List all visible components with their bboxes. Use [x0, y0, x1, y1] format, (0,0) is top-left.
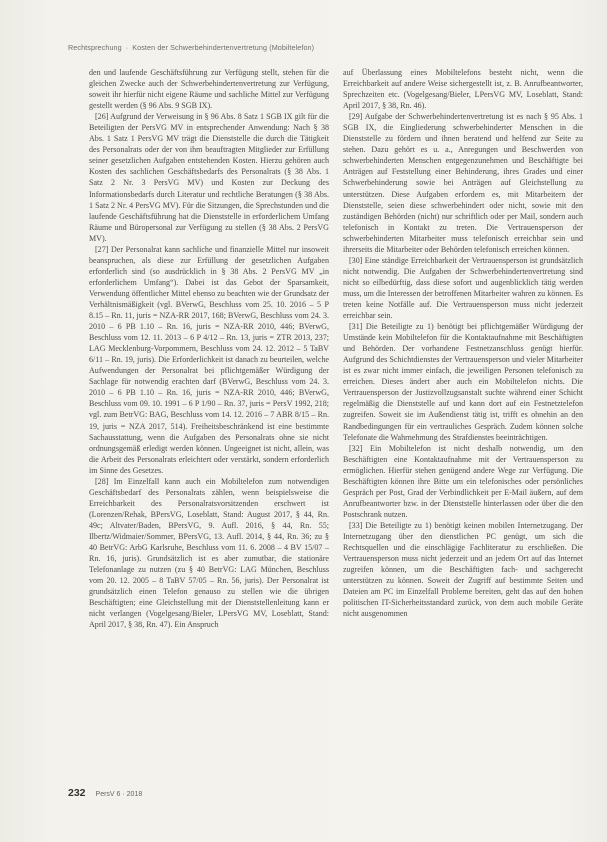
header-section: Rechtsprechung — [68, 43, 122, 52]
page-number: 232 — [68, 787, 86, 799]
paragraph: [28] Im Einzelfall kann auch ein Mobiltelefon zum notwendigen Geschäftsbedarf des Personalrats zählen, wenn beispielsweise die Erreichbarkeit des Personalratsvorsitzenden erschwert ist (Lorenzen/Rehak, BPersVG, Loseblatt, Stand: August 2017, § 44, Rn. 49c; Altvater/Baden, BPersVG, 9. Aufl. 2016, § 44, Rn. 55; Ilbertz/Widmaier/Sommer, BPersVG, 13. Aufl. 2014, § 44, Rn. 36; zu § 40 BetrVG: ArbG Karlsruhe, Beschluss vom 11. 6. 2008 – 4 BV 15/07 – Rn. 16, juris). Grundsätzlich ist es aber zumutbar, die stationäre Telefonanlage zu nutzen (zu § 40 BetrVG: LAG München, Beschluss vom 20. 12. 2005 – 8 TaBV 57/05 – Rn. 56, juris). Der Personalrat ist grundsätzlich einen Telefon genauso zu stellen wie die übrigen Beschäftigten; eine Gleichstellung mit der Dienststellenleitung kann er nicht verlangen (Vogelgesang/Bieler, LPersVG MV, Loseblatt, Stand: April 2017, § 38, Rn. 47). Ein Anspruch — [89, 476, 329, 630]
journal-reference: PersV 6 · 2018 — [95, 791, 143, 798]
paragraph: [29] Aufgabe der Schwerbehindertenvertretung ist es nach § 95 Abs. 1 SGB IX, die Eingliederung schwerbehinderter Menschen in die Dienststelle zu fördern und ihnen beratend und helfend zur Seite zu stehen. Dazu gehört es u. a., Anregungen und Beschwerden von schwerbehinderten Menschen entgegenzunehmen und Beschäftigte bei Anträgen auf Feststellung einer Behinderung, ihres Grades und einer Schwerbehinderung sowie bei Anträgen auf Gleichstellung zu unterstützen. Diese Aufgaben erfordern es, mit Mitarbeitern der Dienststelle, seien diese schwerbehindert oder nicht, sowie mit den zuständigen Behörden (nicht) nur schriftlich oder per Mail, sondern auch telefonisch in Kontakt zu treten. Die Vertrauensperson der schwerbehinderten Mitarbeiter muss telefonisch erreichbar sein und ihrerseits die Mitarbeiter oder Behörden telefonisch erreichen können. — [343, 112, 583, 254]
running-header — [68, 43, 314, 52]
page-footer — [68, 787, 142, 799]
paragraph: auf Überlassung eines Mobiltelefons besteht nicht, wenn die Erreichbarkeit auf andere Weise sichergestellt ist, z. B. Anrufbeantworter, Sprechzeiten etc. (Vogelgesang/Bieler, LPersVG MV, Loseblatt, Stand: April 2017, § 38, Rn. 46). — [343, 68, 583, 111]
paragraph: [27] Der Personalrat kann sachliche und finanzielle Mittel nur insoweit beanspruchen, als diese zur Erfüllung der gesetzlichen Aufgaben erforderlich sind (so ausdrücklich in § 38 Abs. 2 PersVG MV „in erforderlichem Umfang“). Dabei ist das Gebot der Sparsamkeit, Verwendung öffentlicher Mittel ebenso zu beachten wie der Grundsatz der Verhältnismäßigkeit (vgl. BVerwG, Beschluss vom 25. 10. 2016 – 5 P 8.15 – Rn. 11, juris = NZA-RR 2017, 168; BVerwG, Beschluss vom 24. 3. 2010 – 6 PB 1.10 – Rn. 16, juris = NZA-RR 2010, 446; BVerwG, Beschluss vom 12. 11. 2013 – 6 P 4/12 – Rn. 13, juris = ZTR 2013, 237; LAG Mecklenburg-Vorpommern, Beschluss vom 24. 12. 2012 – 5 TaBV 6/11 – Rn. 19, juris). Die Erforderlichkeit ist danach zu beurteilen, welche Aufwendungen der Personalrat bei pflichtgemäßer Würdigung der Sachlage für notwendig erachten darf (BVerwG, Beschluss vom 24. 3. 2010 – 6 PB 1.10 – Rn. 16, juris = NZA-RR 2010, 446; BVerwG, Beschluss vom 09. 10. 1991 – 6 P 1/90 – Rn. 37, juris = PersV 1992, 218; vgl. zum BetrVG: BAG, Beschluss vom 14. 12. 2016 – 7 ABR 8/15 – Rn. 19, juris = NZA 2017, 514). Freiheitsbeschränkend ist eine bestimmte Sachausstattung, wenn die Aufgaben des Personalrats ohne sie nicht ordnungsgemäß erledigt werden können. Ungeeignet ist nicht, allein, was die Arbeit des Personalrats erleichtert oder verstärkt, sondern erforderlich im Sinne des Gesetzes. — [89, 244, 329, 475]
paragraph: [30] Eine ständige Erreichbarkeit der Vertrauensperson ist grundsätzlich nicht notwendig. Die Aufgaben der Schwerbehindertenvertretung sind nicht so eilbedürftig, dass diese sofort und augenblicklich tätig werden muss, um die Interessen der betroffenen Mitarbeiter wahren zu können. Es treten keine Notfälle auf. Die Vertrauensperson muss nicht jederzeit erreichbar sein. — [343, 255, 583, 321]
left-column — [89, 67, 329, 777]
paragraph: [32] Ein Mobiltelefon ist nicht deshalb notwendig, um den Beschäftigten eine Kontaktaufnahme mit der Vertrauensperson zu ermöglichen. Hierfür stehen genügend andere Wege zur Verfügung. Die Beschäftigten können ihre Bitte um ein telefonisches oder persönliches Gespräch per Post, Grad der Verbindlichkeit per E-Mail äußern, auf dem Anrufbeantworter bzw. in der Dienststelle hinterlassen oder über die den Postschrank nutzen. — [343, 443, 583, 519]
header-separator: · — [125, 43, 129, 52]
right-column — [343, 67, 583, 777]
paragraph: [33] Die Beteiligte zu 1) benötigt keinen mobilen Internetzugang. Der Internetzugang über den dienstlichen PC genügt, um sich die Rechtsquellen und die einschlägige Fachliteratur zu erschließen. Die Vertrauensperson muss nicht jederzeit und an jedem Ort auf das Internet zugreifen können, um die Beschäftigten fach- und sachgerecht unterstützen zu können. Soweit der Zugriff auf bestimmte Seiten und Dateien am PC im Einzelfall Probleme bereiten, geht das auf den hohen politischen IT-Sicherheitsstandard zurück, von dem auch mobile Geräte nicht ausgenommen — [343, 520, 583, 619]
header-title: Kosten der Schwerbehindertenvertretung (Mobiltelefon) — [132, 43, 315, 52]
paragraph: [31] Die Beteiligte zu 1) benötigt bei pflichtgemäßer Würdigung der Umstände kein Mobiltelefon für die Kontaktaufnahme mit Beschäftigten und Behörden. Der vorhandene Festnetzanschluss genügt hierfür. Aufgrund des Schichtdienstes der Vertrauensperson und vieler Mitarbeiter ist es zwar nicht immer einfach, die jeweiligen Personen telefonisch zu erreichen. Dieses ändert aber auch ein Mobiltelefon nichts. Die Vertrauensperson der Justizvollzugsanstalt suchte während einer Schicht regelmäßig die Dienststelle auf und kann dort auf ein Festnetztelefon zugreifen. Soweit sie im Außendienst tätig ist, trifft es ohnehin an den Randbedingungen für ein vertrauliches Gespräch. Zudem können solche Telefonate die Wahrnehmung des Strafdienstes beeinträchtigen. — [343, 322, 583, 442]
paragraph: [26] Aufgrund der Verweisung in § 96 Abs. 8 Satz 1 SGB IX gilt für die Beteiligten der PersVG MV in entsprechender Anwendung: Nach § 38 Abs. 1 Satz 1 PersVG MV trägt die Dienststelle die durch die Tätigkeit des Personalrats oder der von ihm beauftragten Mitglieder zur Erfüllung seiner gesetzlichen Aufgaben entstehenden Kosten. Hierzu gehören auch Kosten des sachlichen Geschäftsbedarfs des Personalrats (§ 38 Abs. 1 Satz 2 Nr. 3 PersVG MV) und Kosten zur Deckung des Informationsbedarfs durch Literatur und rechtliche Beratungen (§ 38 Abs. 1 Satz 2 Nr. 4 PersVG MV). Für die Sitzungen, die Sprechstunden und die laufende Geschäftsführung hat die Dienststelle in erforderlichem Umfang Räume und Büropersonal zur Verfügung zu stellen (§ 38 Abs. 2 PersVG MV). — [89, 112, 329, 243]
paragraph: den und laufende Geschäftsführung zur Verfügung stellt, stehen für die gleichen Zwecke auch der Schwerbehindertenvertretung zur Verfügung, soweit ihr hierfür nicht eigene Räume und sachliche Mittel zur Verfügung gestellt werden (§ 96 Abs. 9 SGB IX). — [89, 68, 329, 111]
